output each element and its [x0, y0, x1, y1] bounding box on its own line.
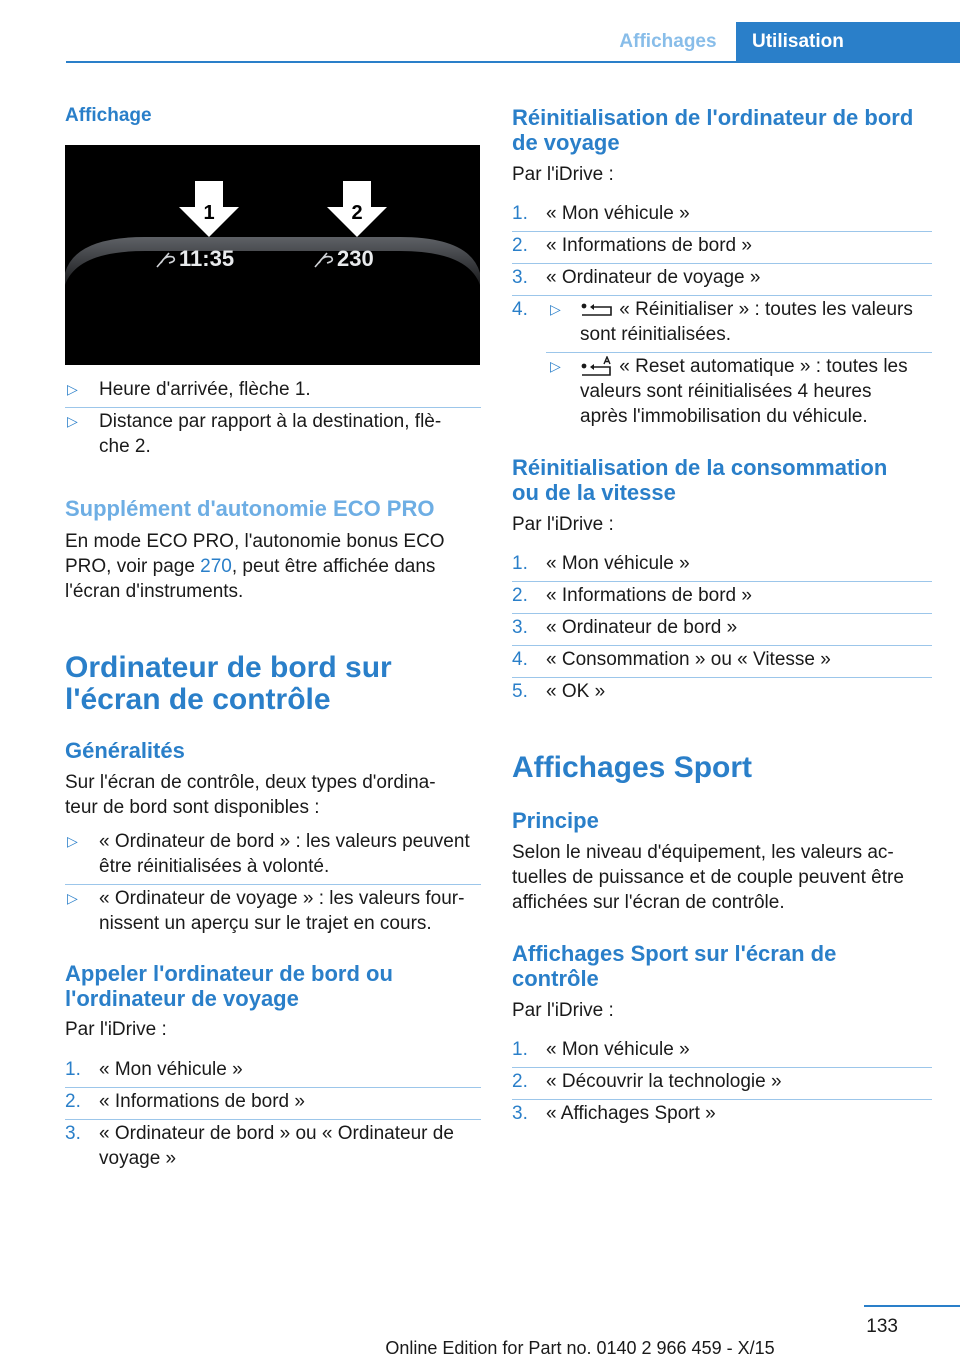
- header-chapter[interactable]: Utilisation: [736, 22, 960, 62]
- list-item: 1. « Mon véhicule »: [65, 1059, 243, 1080]
- list-item: 3. « Ordinateur de bord »: [512, 617, 738, 638]
- divider: [546, 352, 932, 353]
- flag-icon: [315, 253, 332, 267]
- list-item: 3. « Ordinateur de voyage »: [512, 267, 761, 288]
- reset-cons-intro: Par l'iDrive :: [512, 514, 614, 535]
- triangle-bullet-icon: ▷: [67, 381, 78, 397]
- divider: [512, 1067, 932, 1068]
- principe-paragraph: Selon le niveau d'équipement, les valeurs ac- tuelles de puissance et de couple peuvent être affichées sur l'écran de contrôle.: [512, 842, 904, 913]
- triangle-bullet-icon: ▷: [67, 833, 78, 849]
- list-item: 3. « Affichages Sport »: [512, 1103, 716, 1124]
- divider: [512, 645, 932, 646]
- list-item: ▷ « Reset automatique » : toutes les valeurs sont réinitialisées 4 heures après l'immobilisation du véhicule.: [550, 356, 908, 427]
- edition-footer: Online Edition for Part no. 0140 2 966 459 - X/15: [385, 1338, 775, 1358]
- divider: [512, 677, 932, 678]
- appeler-title: Appeler l'ordinateur de bord ou l'ordinateur de voyage: [65, 961, 393, 1011]
- list-item: ▷ Heure d'arrivée, flèche 1.: [67, 379, 311, 400]
- appeler-intro: Par l'iDrive :: [65, 1019, 167, 1040]
- sport-screen-title: Affichages Sport sur l'écran de contrôle: [512, 941, 837, 991]
- list-item: ▷ Distance par rapport à la destination, flè- che 2.: [67, 411, 442, 457]
- arrow-label-2: 2: [351, 202, 363, 224]
- eco-title: Supplément d'autonomie ECO PRO: [65, 496, 435, 521]
- list-item: 2. « Découvrir la technologie »: [512, 1071, 782, 1092]
- flag-icon: [157, 253, 174, 267]
- triangle-bullet-icon: ▷: [550, 301, 561, 317]
- reset-trip-title: Réinitialisation de l'ordinateur de bord de voyage: [512, 105, 914, 155]
- triangle-bullet-icon: ▷: [67, 890, 78, 906]
- list-item: 3. « Ordinateur de bord » ou « Ordinateur de voyage »: [65, 1123, 454, 1169]
- section-title: Ordinateur de bord sur l'écran de contrôle: [65, 651, 392, 716]
- header-section[interactable]: Affichages: [619, 31, 717, 52]
- image-caption: Affichage: [65, 105, 152, 126]
- divider: [65, 884, 481, 885]
- sport-title: Affichages Sport: [512, 751, 753, 784]
- list-item: 1. « Mon véhicule »: [512, 203, 690, 224]
- list-item: 2. « Informations de bord »: [512, 235, 752, 256]
- reset-trip-intro: Par l'iDrive :: [512, 164, 614, 185]
- list-item: 1. « Mon véhicule »: [512, 1039, 690, 1060]
- triangle-bullet-icon: ▷: [550, 358, 561, 374]
- list-item: 2. « Informations de bord »: [512, 585, 752, 606]
- divider: [65, 1087, 481, 1088]
- instrument-display-image: [65, 145, 480, 365]
- eco-paragraph: En mode ECO PRO, l'autonomie bonus ECO PRO, voir page 270, peut être affichée dans l'écran d'instruments.: [65, 531, 445, 602]
- reset-icon[interactable]: [580, 300, 614, 320]
- list-item: ▷ « Ordinateur de voyage » : les valeurs four- nissent un aperçu sur le trajet en cours.: [67, 888, 465, 934]
- principe-title: Principe: [512, 808, 599, 833]
- list-item: 4. « Consommation » ou « Vitesse »: [512, 649, 831, 670]
- divider: [512, 295, 932, 296]
- sport-intro: Par l'iDrive :: [512, 1000, 614, 1021]
- generalites-paragraph: Sur l'écran de contrôle, deux types d'ordina- teur de bord sont disponibles :: [65, 772, 436, 818]
- display-frame: [65, 237, 480, 285]
- divider: [512, 581, 932, 582]
- divider: [65, 1119, 481, 1120]
- list-item: 1. « Mon véhicule »: [512, 553, 690, 574]
- divider: [512, 263, 932, 264]
- list-item: ▷ « Ordinateur de bord » : les valeurs peuvent être réinitialisées à volonté.: [67, 831, 470, 877]
- triangle-bullet-icon: ▷: [67, 413, 78, 429]
- page-number-rule: [864, 1305, 960, 1307]
- auto-reset-icon[interactable]: [580, 356, 614, 378]
- divider: [512, 231, 932, 232]
- divider: [512, 1099, 932, 1100]
- list-item: 5. « OK »: [512, 681, 606, 702]
- page-number: 133: [866, 1316, 898, 1337]
- divider: [512, 613, 932, 614]
- reset-cons-title: Réinitialisation de la consommation ou de la vitesse: [512, 455, 888, 505]
- distance-value: 230: [337, 246, 374, 271]
- arrow-label-1: 1: [203, 202, 215, 224]
- display-illustration: [65, 145, 480, 365]
- arrival-time: 11:35: [179, 246, 235, 271]
- divider: [65, 407, 481, 408]
- generalites-title: Généralités: [65, 738, 185, 763]
- list-item: 2. « Informations de bord »: [65, 1091, 305, 1112]
- page-link[interactable]: 270: [200, 556, 232, 577]
- list-item: ▷ « Réinitialiser » : toutes les valeurs sont réinitialisées.: [550, 299, 913, 345]
